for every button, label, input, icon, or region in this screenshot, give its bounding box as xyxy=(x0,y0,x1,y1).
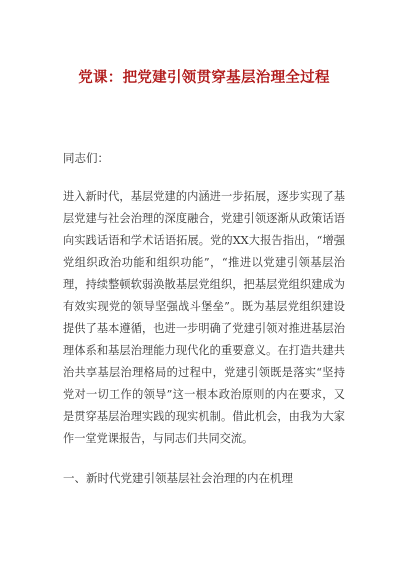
paragraph-line: 党对一切工作的领导”这一根本政治原则的内在要求，又 xyxy=(63,388,345,401)
paragraph-line: 作一堂党课报告，与同志们共同交流。 xyxy=(63,432,254,445)
paragraph-line: 向实践话语和学术话语拓展。党的XX大报告指出，“增强 xyxy=(63,234,345,247)
paragraph-line: 层党建与社会治理的深度融合，党建引领逐渐从政策话语 xyxy=(63,212,345,225)
paragraph-line: 有效实现党的领导坚强战斗堡垒”。既为基层党组织建设 xyxy=(63,300,345,313)
greeting: 同志们： xyxy=(63,151,109,165)
section-heading: 一、新时代党建引领基层社会治理的内在机理 xyxy=(63,471,293,485)
document-title: 党课：把党建引领贯穿基层治理全过程 xyxy=(78,70,330,86)
paragraph-line: 是贯穿基层治理实践的现实机制。借此机会，由我为大家 xyxy=(63,410,345,423)
paragraph-line: 进入新时代，基层党建的内涵进一步拓展，逐步实现了基 xyxy=(63,190,345,203)
paragraph-line: 提供了基本遵循，也进一步明确了党建引领对推进基层治 xyxy=(63,322,345,335)
paragraph-line: 治共享基层治理格局的过程中，党建引领既是落实“坚持 xyxy=(63,366,345,379)
paragraph-line: 党组织政治功能和组织功能”，“推进以党建引领基层治 xyxy=(63,256,345,269)
paragraph-line: 理体系和基层治理能力现代化的重要意义。在打造共建共 xyxy=(63,344,345,357)
paragraph-line: 理，持续整顿软弱涣散基层党组织，把基层党组织建成为 xyxy=(63,278,345,291)
